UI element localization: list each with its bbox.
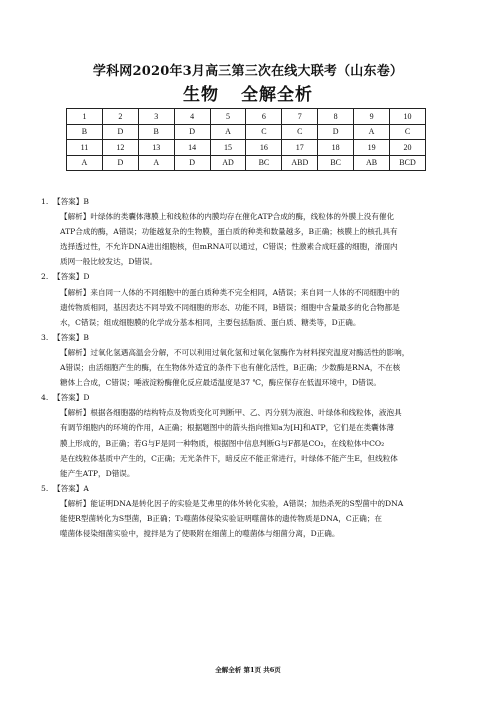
question-answer (43, 330, 451, 345)
explanation-line: 选择透过性，不允许DNA进出细胞核，但mRNA可以通过，C错误；性激素合成旺盛的细胞，滑面内 (60, 242, 398, 252)
answer-table-cell: B (138, 124, 174, 140)
question-number: 4. (41, 393, 49, 403)
answer-table-cell: BC (246, 155, 282, 171)
question-number: 5. (41, 483, 49, 493)
answer-table-cell: B (67, 124, 103, 140)
question-answer (43, 269, 451, 284)
answer-label: 【答案】B (53, 197, 89, 206)
answer-table-cell: 17 (282, 140, 318, 156)
explanation-line: 是在线粒体基质中产生的，C正确；无光条件下，暗反应不能正常进行，叶绿体不能产生E，但线粒体 (60, 453, 398, 463)
answer-table-cell: C (246, 124, 282, 140)
answer-table-cell: A (354, 124, 390, 140)
answer-table-cell: 16 (246, 140, 282, 156)
answer-table-cell: 7 (282, 109, 318, 125)
question-answer (43, 390, 451, 405)
page-footer: 全解全析 第1页 共6页 (215, 666, 281, 674)
answer-table (66, 108, 426, 171)
question-number: 2. (41, 272, 49, 282)
explanation-line: 水，C错误；组成细胞膜的化学成分基本相同，主要包括脂质、蛋白质、糖类等，D正确。 (60, 317, 361, 327)
answer-table-cell: A (138, 155, 174, 171)
answer-table-row (67, 124, 426, 140)
answer-table-cell: 19 (354, 140, 390, 156)
answer-table-cell: 13 (138, 140, 174, 156)
subject-label: 生物 (183, 85, 219, 105)
answer-label: 【答案】A (53, 483, 89, 493)
answer-label: 【答案】B (53, 332, 89, 342)
subject-heading (0, 80, 496, 105)
answer-label: 【答案】D (53, 393, 90, 403)
answer-table-cell: BC (318, 155, 354, 171)
explanation-line: 能产生ATP，D错误。 (60, 468, 135, 478)
explanation-line: 【解析】来自同一人体的不同细胞中的蛋白质种类不完全相同，A错误；来自同一人体的不同细胞中的 (60, 287, 400, 297)
explanation-line: 遗传物质相同，基因表达不同导致不同细胞的形态、功能不同，B错误；细胞中含量最多的化合物都是 (60, 302, 400, 312)
answer-table-cell: 20 (390, 140, 426, 156)
answer-table-cell: 8 (318, 109, 354, 125)
explanation-line: 质网一般比较发达，D错误。 (60, 257, 158, 267)
answer-table-row (67, 109, 426, 125)
explanation-line: 能使R型菌转化为S型菌，B正确；T₂噬菌体侵染实验证明噬菌体的遗传物质是DNA，C正确；在 (60, 513, 383, 523)
answer-table-cell: 12 (102, 140, 138, 156)
answer-table-cell: A (210, 124, 246, 140)
answer-table-cell: 10 (390, 109, 426, 125)
question-number: 1. (41, 197, 49, 206)
explanation-line: ATP合成的酶，A错误；功能越复杂的生物膜，蛋白质的种类和数量越多，B正确；核膜上的核孔具有 (60, 227, 398, 237)
answer-table-row (67, 155, 426, 171)
answer-table-cell: 9 (354, 109, 390, 125)
question-answer (43, 481, 451, 496)
answer-table-cell: AB (354, 155, 390, 171)
explanations (43, 194, 451, 541)
answer-table-row (67, 140, 426, 156)
answer-table-cell: D (174, 155, 210, 171)
answer-table-cell: 2 (102, 109, 138, 125)
explanation-line: 【解析】根据各细胞器的结构特点及物质变化可判断甲、乙、丙分别为液泡、叶绿体和线粒体，液泡具 (60, 408, 402, 418)
answer-table-cell: ABD (282, 155, 318, 171)
answer-table-cell: C (390, 124, 426, 140)
explanation-line: A错误；由活细胞产生的酶，在生物体外适宜的条件下也有催化活性，B正确；少数酶是RNA，不在核 (60, 363, 401, 373)
answer-table-cell: 3 (138, 109, 174, 125)
explanation-line: 糖体上合成，C错误；唾液淀粉酶催化反应最适温度是37 ℃，酶应保存在低温环境中，D错误。 (60, 378, 382, 388)
explanation-line: 膜上形成的，B正确；若G与F是同一种物质，根据图中信息判断G与F都是CO₂，在线粒体中CO₂ (60, 438, 385, 448)
answer-table-cell: 1 (67, 109, 103, 125)
answer-table-cell: D (174, 124, 210, 140)
explanation-line: 有调节细胞内的环境的作用，A正确；根据题图中的箭头指向推知a为[H]和ATP，它们是在类囊体薄 (60, 423, 394, 433)
answer-table-cell: 5 (210, 109, 246, 125)
answer-table-cell: C (282, 124, 318, 140)
answer-table-cell: 15 (210, 140, 246, 156)
explanation-line: 【解析】过氧化氢遇高温会分解，不可以利用过氧化氢和过氧化氢酶作为材料探究温度对酶活性的影响， (60, 347, 410, 357)
subtitle-label: 全解全析 (241, 85, 313, 105)
answer-table-cell: 14 (174, 140, 210, 156)
question-answer (43, 194, 451, 209)
exam-title: 学科网2020年3月高三第三次在线大联考（山东卷） (92, 64, 404, 79)
answer-table-cell: D (102, 155, 138, 171)
answer-label: 【答案】D (53, 272, 90, 282)
answer-table-cell: 18 (318, 140, 354, 156)
answer-table-cell: 11 (67, 140, 103, 156)
answer-table-cell: A (67, 155, 103, 171)
answer-table-cell: 4 (174, 109, 210, 125)
answer-table-cell: D (318, 124, 354, 140)
explanation-line: 噬菌体侵染细菌实验中，搅拌是为了使吸附在细菌上的噬菌体与细菌分离，D正确。 (60, 529, 340, 539)
answer-table-cell: D (102, 124, 138, 140)
question-number: 3. (41, 332, 49, 342)
explanation-line: 【解析】能证明DNA是转化因子的实验是艾弗里的体外转化实验，A错误；加热杀死的S型菌中的DNA (60, 498, 404, 508)
answer-table-cell: AD (210, 155, 246, 171)
answer-table-cell: BCD (390, 155, 426, 171)
explanation-line: 【解析】叶绿体的类囊体薄膜上和线粒体的内膜均存在催化ATP合成的酶，线粒体的外膜上没有催化 (60, 212, 395, 222)
answer-table-cell: 6 (246, 109, 282, 125)
